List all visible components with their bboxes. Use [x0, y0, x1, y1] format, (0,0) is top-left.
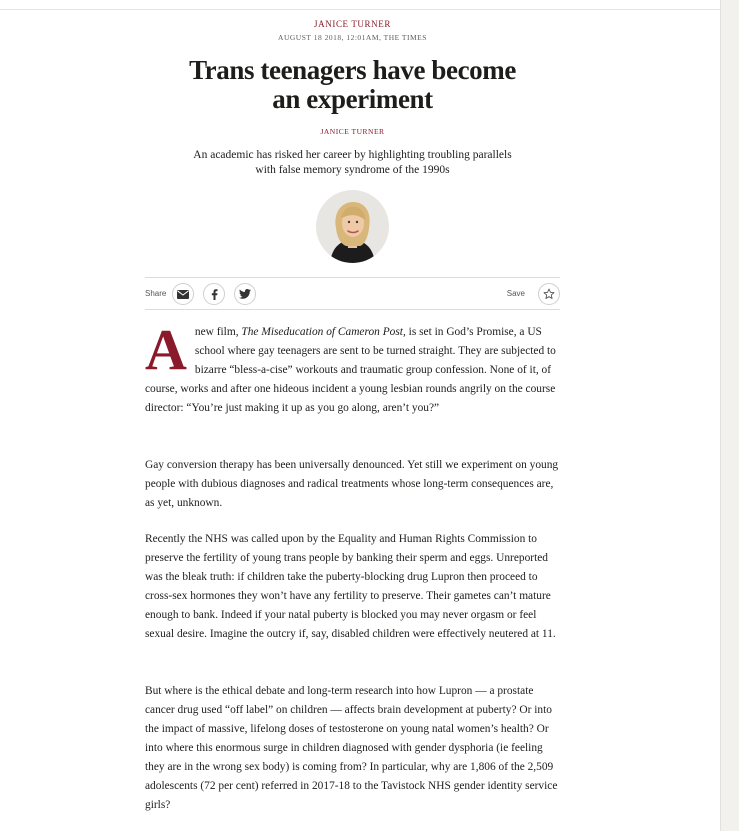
standfirst — [170, 148, 535, 178]
facebook-share-button[interactable] — [203, 283, 225, 305]
twitter-share-button[interactable] — [234, 283, 256, 305]
save-button[interactable] — [538, 283, 560, 305]
paragraph-2-text: Gay conversion therapy has been universally denounced. Yet still we experiment on young people with dubious diagnoses and radical treatments whose long-term consequences are, as yet, unknown. — [145, 459, 559, 509]
save-label: Save — [506, 289, 525, 298]
paragraph-1-start: new film, — [194, 326, 242, 338]
author-kicker[interactable]: JANICE TURNER — [314, 19, 391, 29]
film-title: The Miseducation of Cameron Post, — [241, 326, 406, 338]
share-bar — [145, 277, 560, 310]
paragraph-4-text: But where is the ethical debate and long-term research into how Lupron — a prostate cancer drug used “off label” on children — affects brain development at puberty? Or into the impact of massive, lifelong doses of testosterone on young natal women’s health? Or into where this enormous surge in children diagnosed with gender dysphoria (ie feeling they are in the wrong sex body) is coming from? In particular, why are 1,806 of the 2,509 adolescents (72 per cent) referred in 2017-18 to the Tavistock NHS gender identity service girls? — [145, 685, 558, 811]
standfirst-line-2: with false memory syndrome of the 1990s — [255, 164, 450, 176]
article-paragraph-1 — [145, 317, 562, 418]
email-share-button[interactable] — [172, 283, 194, 305]
twitter-icon — [239, 289, 251, 299]
standfirst-line-1: An academic has risked her career by highlighting troubling parallels — [193, 149, 512, 161]
article-paragraph-3 — [145, 530, 562, 644]
paragraph-1-rest: is set in God’s Promise, a US school where gay teenagers are sent to be turned straight. They are subjected to bizarre “bless-a-cise” workouts and traumatic group confession. None of it, of course, works and after one hideous incident a young lesbian rounds angrily on the course director: “You’re just making it up as you go along, aren’t you?” — [145, 326, 556, 414]
headline-line-1: Trans teenagers have become — [189, 55, 516, 85]
email-icon — [177, 290, 189, 299]
author-photo-icon — [316, 190, 389, 263]
author-avatar — [316, 190, 389, 263]
share-label: Share — [145, 289, 167, 298]
article-paragraph-4 — [145, 682, 562, 815]
facebook-icon — [211, 289, 218, 300]
drop-cap: A — [145, 317, 187, 382]
byline[interactable]: JANICE TURNER — [320, 127, 385, 136]
article-paragraph-2 — [145, 456, 562, 513]
right-gutter — [720, 0, 739, 831]
headline — [0, 56, 705, 114]
headline-line-2: an experiment — [272, 84, 433, 114]
top-divider — [0, 9, 720, 10]
dateline: AUGUST 18 2018, 12:01AM, THE TIMES — [278, 33, 427, 42]
star-icon — [543, 288, 555, 300]
paragraph-3-text: Recently the NHS was called upon by the Equality and Human Rights Commission to preserve the fertility of young trans people by banking their sperm and eggs. Unreported was the bleak truth: if children take the puberty-blocking drug Lupron then proceed to cross-sex hormones they won’t have any fertility to preserve. Their gametes can’t mature enough to bank. Indeed if your natal puberty is blocked you may never orgasm or feel sexual desire. Imagine the outcry if, say, disabled children were effectively neutered at 11. — [145, 533, 556, 640]
